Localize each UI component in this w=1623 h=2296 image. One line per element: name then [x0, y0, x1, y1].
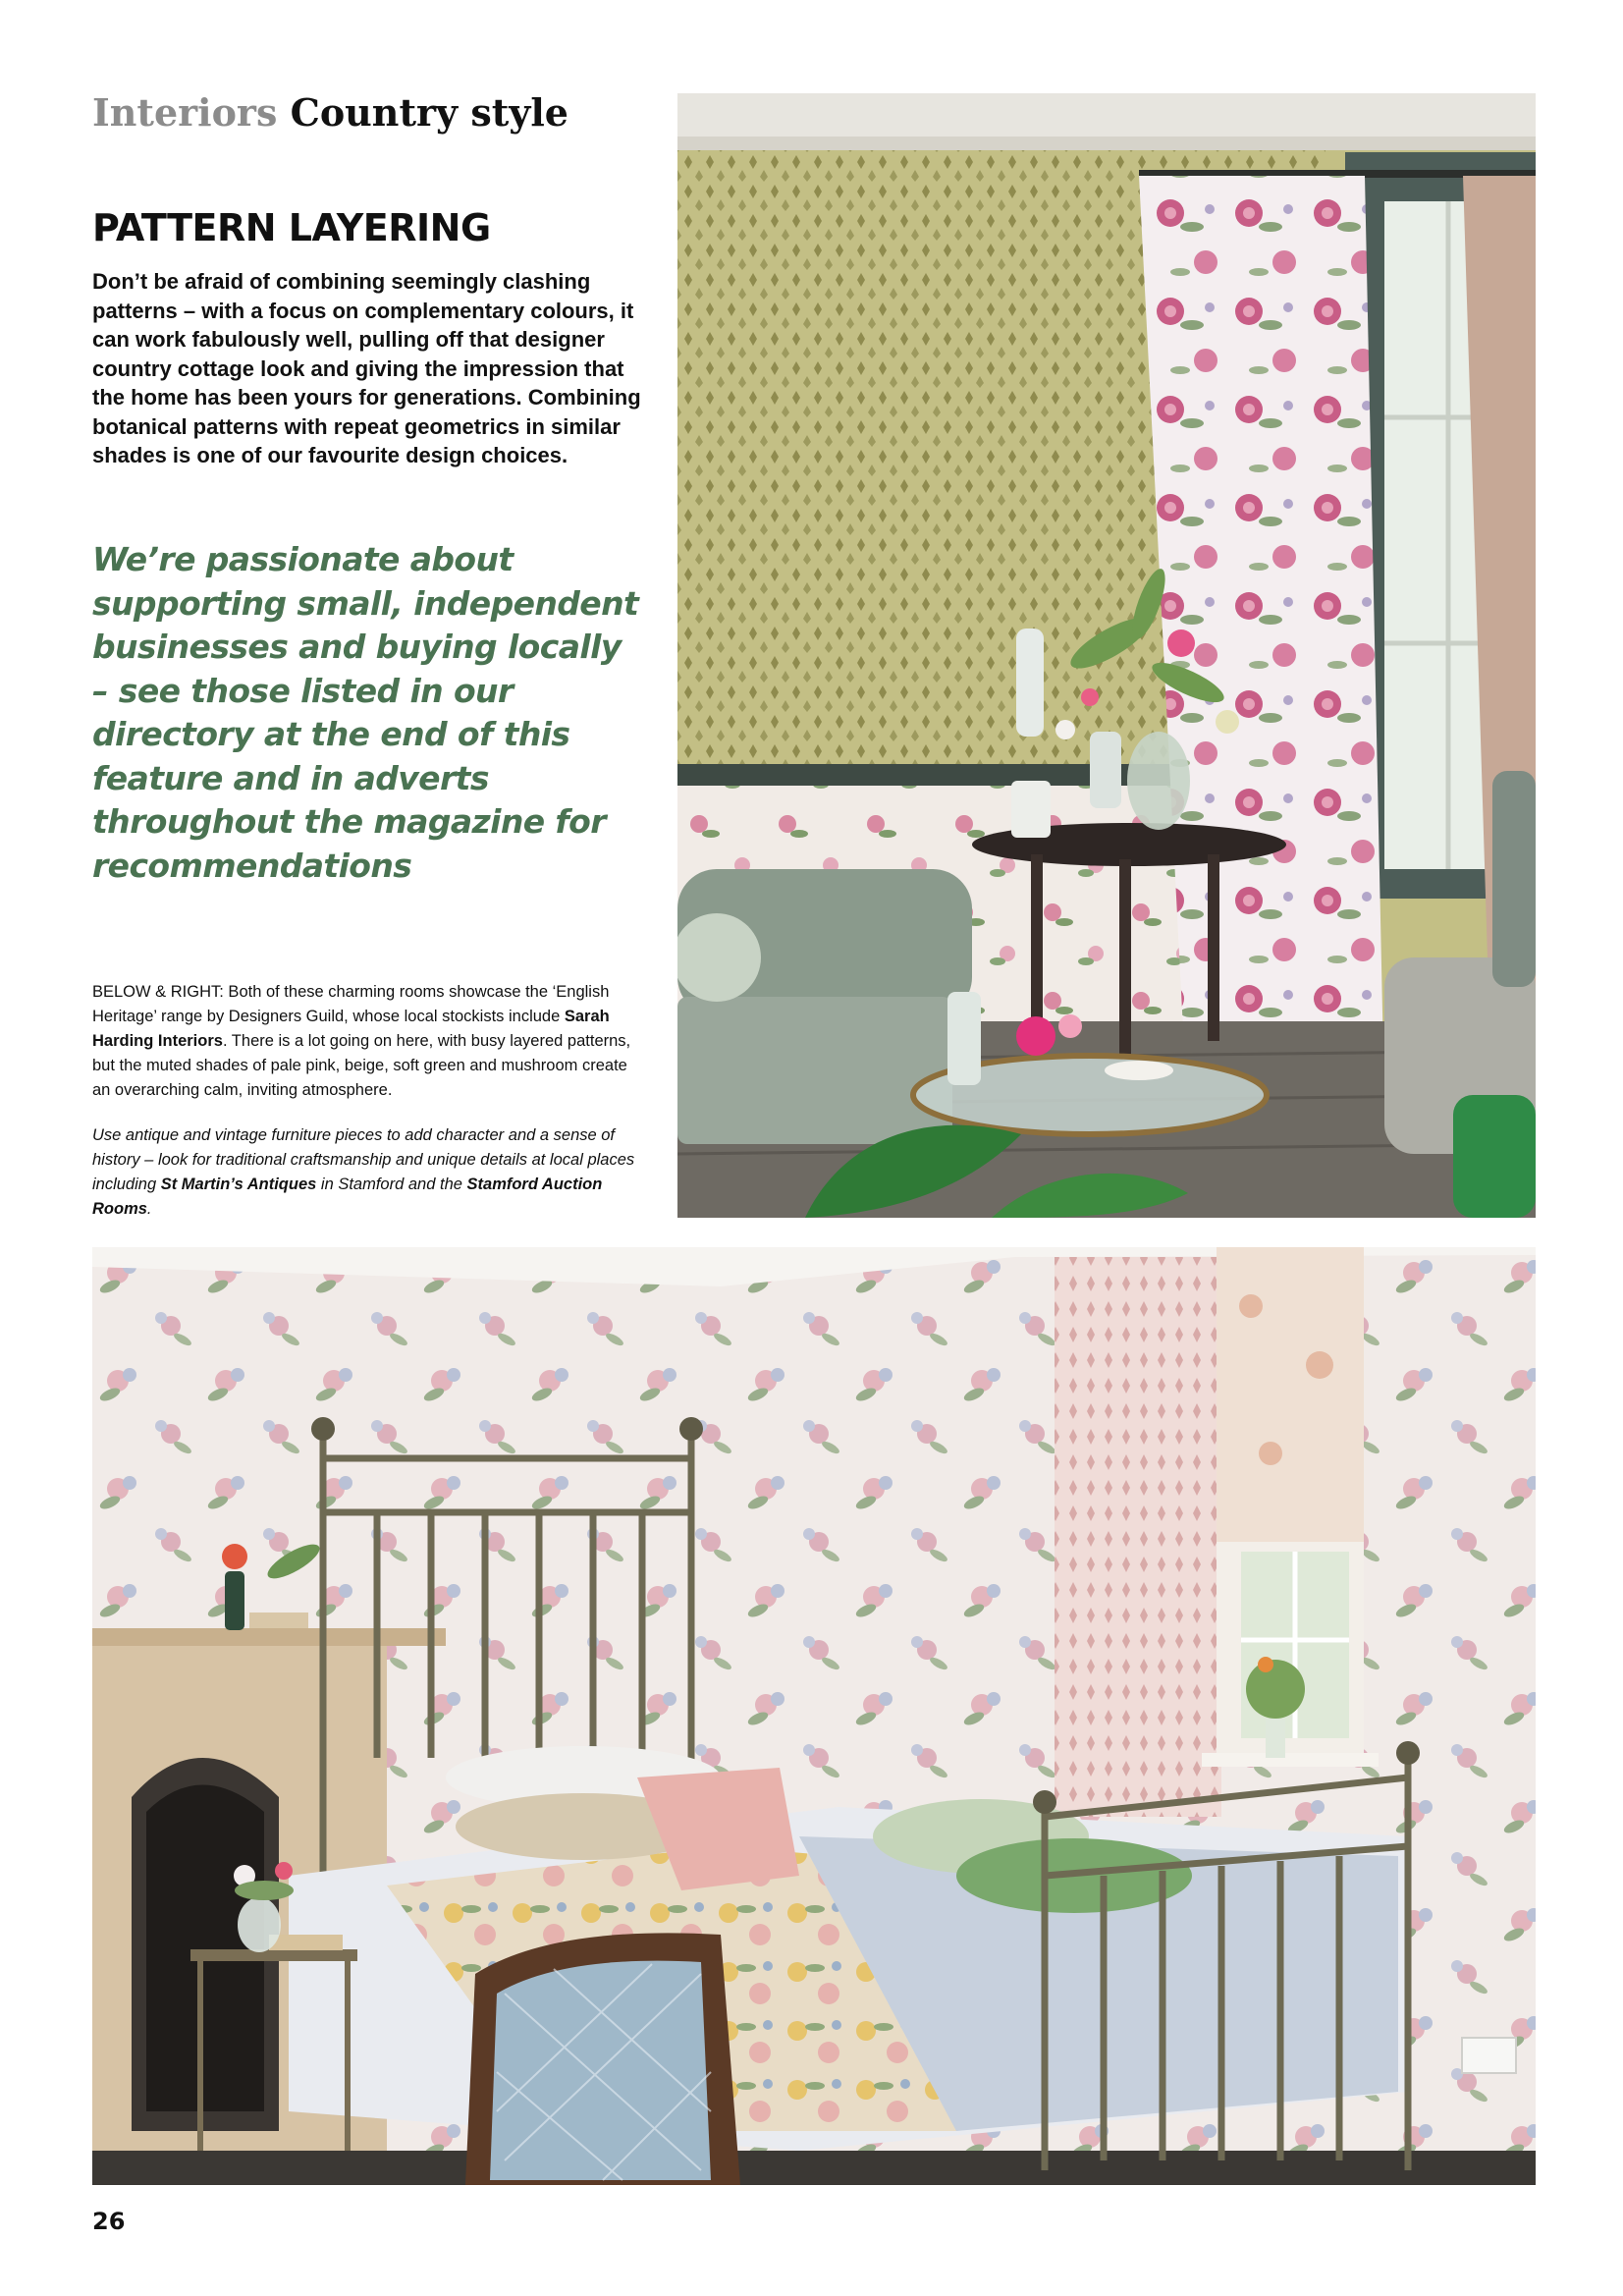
caption-antiques-tail: . — [146, 1200, 152, 1218]
caption-antiques — [92, 1123, 642, 1222]
auction-rooms-name: Stamford Auction Rooms — [92, 1175, 603, 1218]
caption-rooms — [92, 980, 642, 1103]
intro-paragraph: Don’t be afraid of combining seemingly clashing patterns – with a focus on complementary colours, it can work fabulously well, pulling off that designer country cottage look and giving the impression that the home has been yours for generations. Combining botanical patterns with repeat geometrics in similar shades is one of our favourite design choices. — [92, 269, 641, 467]
caption-antiques-lead: Use antique and vintage furniture pieces to add character and a sense of history – look for traditional craftsmanship and unique details at local places including — [92, 1126, 635, 1193]
subsection-name: Country style — [290, 90, 568, 135]
caption-antiques-mid: in Stamford and the — [316, 1175, 467, 1193]
pull-quote: We’re passionate about supporting small, independent businesses and buying locally – see those listed in our directory at the end of this feature and in adverts throughout the magazine for recommendations — [92, 540, 639, 885]
section-header — [92, 90, 568, 135]
caption-rooms-tail: . There is a lot going on here, with busy layered patterns, but the muted shades of pale pink, beige, soft green and mushroom create an overarching calm, inviting atmosphere. — [92, 1032, 631, 1099]
bedroom-photo — [92, 1247, 1536, 2185]
article-title: PATTERN LAYERING — [92, 206, 491, 249]
page-number: 26 — [92, 2208, 126, 2235]
section-name: Interiors — [92, 90, 278, 135]
stockist-name: Sarah Harding Interiors — [92, 1008, 610, 1050]
caption-rooms-lead: BELOW & RIGHT: Both of these charming rooms showcase the ‘English Heritage’ range by Designers Guild, whose local stockists include — [92, 983, 610, 1025]
living-room-photo — [677, 93, 1536, 1218]
antiques-shop-name: St Martin’s Antiques — [160, 1175, 317, 1193]
